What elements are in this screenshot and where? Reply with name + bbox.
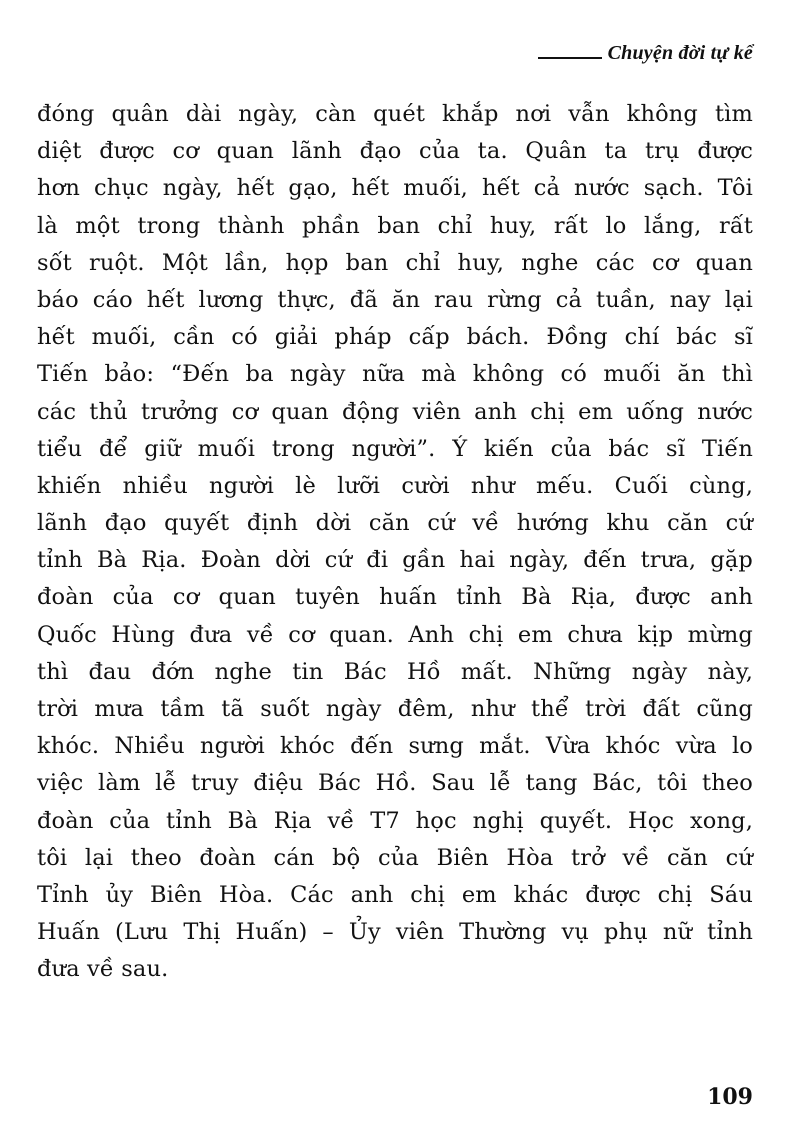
text-line: các thủ trưởng cơ quan động viên anh chị em uống nước bbox=[37, 398, 753, 425]
text-line: Huấn (Lưu Thị Huấn) – Ủy viên Thường vụ phụ nữ tỉnh bbox=[37, 919, 753, 946]
running-header-title: Chuyện đời tự kể bbox=[607, 42, 753, 64]
text-line: tỉnh Bà Rịa. Đoàn dời cứ đi gần hai ngày, đến trưa, gặp bbox=[37, 547, 753, 574]
text-line: là một trong thành phần ban chỉ huy, rất lo lắng, rất bbox=[37, 212, 753, 239]
text-line: tiểu để giữ muối trong người”. Ý kiến của bác sĩ Tiến bbox=[37, 435, 753, 462]
text-line: diệt được cơ quan lãnh đạo của ta. Quân ta trụ được bbox=[37, 138, 753, 165]
text-line: khiến nhiều người lè lưỡi cười như mếu. Cuối cùng, bbox=[37, 472, 753, 499]
text-line-last: đưa về sau. bbox=[37, 956, 169, 983]
body-text bbox=[37, 96, 753, 989]
text-line: Tỉnh ủy Biên Hòa. Các anh chị em khác được chị Sáu bbox=[37, 881, 753, 908]
text-line: Tiến bảo: “Đến ba ngày nữa mà không có muối ăn thì bbox=[37, 361, 753, 388]
text-line: báo cáo hết lương thực, đã ăn rau rừng cả tuần, nay lại bbox=[37, 286, 753, 313]
text-line: khóc. Nhiều người khóc đến sưng mắt. Vừa khóc vừa lo bbox=[37, 733, 753, 760]
text-line: hơn chục ngày, hết gạo, hết muối, hết cả nước sạch. Tôi bbox=[37, 175, 753, 202]
text-line: đóng quân dài ngày, càn quét khắp nơi vẫn không tìm bbox=[37, 101, 753, 127]
text-line: việc làm lễ truy điệu Bác Hồ. Sau lễ tang Bác, tôi theo bbox=[37, 770, 753, 797]
text-line: hết muối, cần có giải pháp cấp bách. Đồng chí bác sĩ bbox=[37, 324, 753, 351]
text-line: Quốc Hùng đưa về cơ quan. Anh chị em chưa kịp mừng bbox=[37, 621, 753, 648]
text-line: sốt ruột. Một lần, họp ban chỉ huy, nghe các cơ quan bbox=[37, 249, 753, 276]
header-rule bbox=[538, 57, 602, 59]
running-header bbox=[538, 42, 753, 65]
text-line: tôi lại theo đoàn cán bộ của Biên Hòa trở về căn cứ bbox=[37, 844, 753, 871]
text-line: trời mưa tầm tã suốt ngày đêm, như thể trời đất cũng bbox=[37, 696, 753, 722]
page-number: 109 bbox=[707, 1084, 753, 1110]
text-line: đoàn của cơ quan tuyên huấn tỉnh Bà Rịa, được anh bbox=[37, 584, 753, 611]
text-line: lãnh đạo quyết định dời căn cứ về hướng khu căn cứ bbox=[37, 510, 753, 537]
text-line: thì đau đớn nghe tin Bác Hồ mất. Những ngày này, bbox=[37, 658, 753, 685]
text-line: đoàn của tỉnh Bà Rịa về T7 học nghị quyết. Học xong, bbox=[37, 807, 753, 834]
